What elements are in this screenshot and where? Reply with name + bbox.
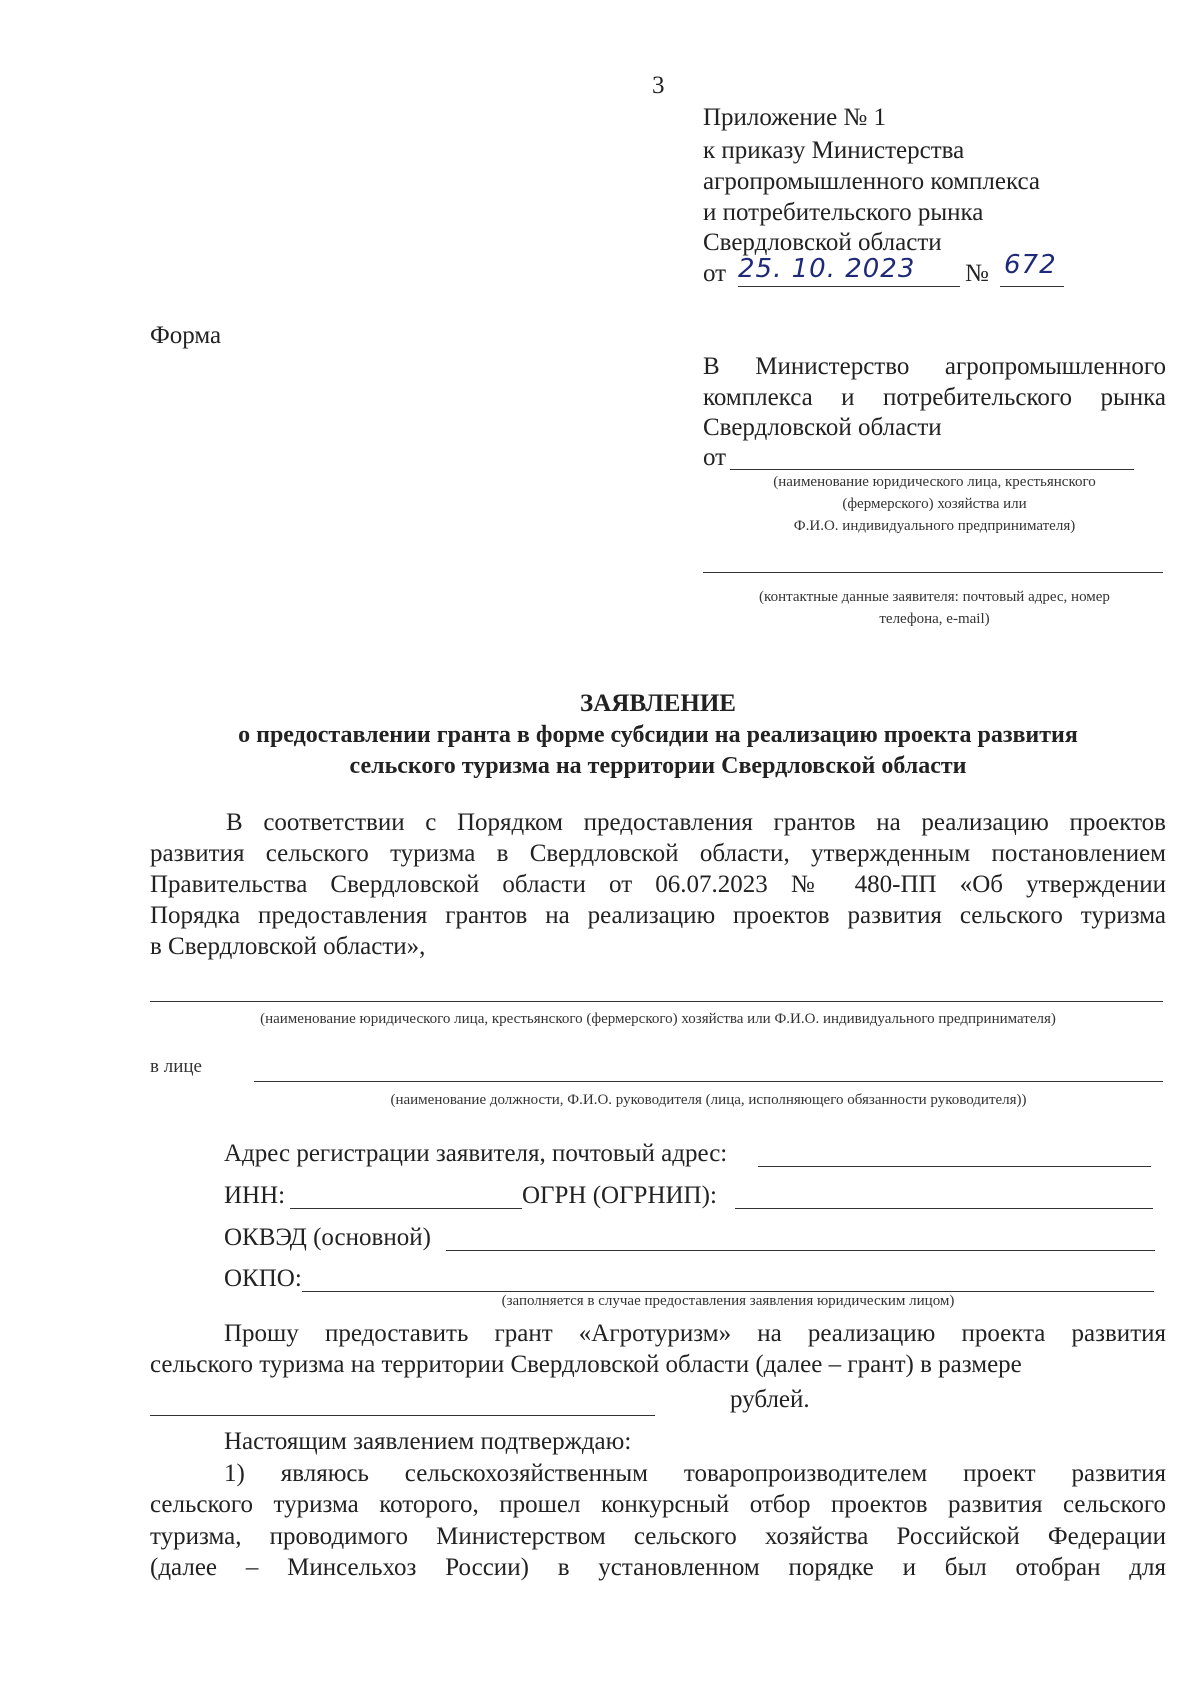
- annex-date-prefix: от: [703, 260, 727, 287]
- applicant-line: [150, 1001, 1163, 1002]
- addressee-from-line: [730, 469, 1134, 470]
- represented-by-line: [254, 1081, 1163, 1082]
- confirm-heading: Настоящим заявлением подтверждаю:: [224, 1428, 632, 1455]
- annex-date-line: [738, 286, 960, 287]
- ogrn-label: ОГРН (ОГРНИП):: [522, 1182, 717, 1209]
- request-line: сельского туризма на территории Свердловской области (далее – грант) в размере: [150, 1351, 1022, 1378]
- annex-line: Приложение № 1: [703, 104, 887, 131]
- okpo-hint: (заполняется в случае предоставления заявления юридическим лицом): [501, 1293, 955, 1309]
- addressee-line: В Министерство агропромышленного: [703, 353, 1166, 380]
- annex-line: и потребительского рынка: [703, 199, 984, 226]
- confirm-line: 1) являюсь сельскохозяйственным товаропроизводителем проект развития: [224, 1460, 1166, 1487]
- addressee-hint: (фермерского) хозяйства или: [842, 496, 1027, 512]
- addressee-line: комплекса и потребительского рынка: [703, 384, 1166, 411]
- confirm-line: (далее – Минсельхоз России) в установленном порядке и был отобран для: [150, 1554, 1166, 1581]
- document-subtitle: сельского туризма на территории Свердловской области: [349, 753, 967, 779]
- annex-line: агропромышленного комплекса: [703, 168, 1041, 195]
- okpo-field-line: [302, 1291, 1154, 1292]
- grant-amount-line: [150, 1415, 655, 1416]
- intro-line: В соответствии с Порядком предоставления грантов на реализацию проектов: [226, 809, 1166, 836]
- okved-field-line: [446, 1250, 1155, 1251]
- annex-date-handwritten: 25. 10. 2023: [738, 254, 916, 284]
- document-title: ЗАЯВЛЕНИЕ: [580, 690, 736, 717]
- addressee-hint: Ф.И.О. индивидуального предпринимателя): [793, 518, 1076, 534]
- confirm-line: сельского туризма которого, прошел конкурсный отбор проектов развития сельского: [150, 1491, 1166, 1518]
- confirm-line: туризма, проводимого Министерством сельского хозяйства Российской Федерации: [150, 1523, 1166, 1550]
- applicant-hint: (наименование юридического лица, крестьянского (фермерского) хозяйства или Ф.И.О. индивидуального предпринимателя): [260, 1011, 1056, 1027]
- addressee-hint: (наименование юридического лица, крестьянского: [773, 474, 1096, 490]
- addressee-from-prefix: от: [703, 444, 727, 471]
- represented-by-label: в лице: [150, 1056, 202, 1077]
- grant-currency: рублей.: [730, 1386, 810, 1413]
- contacts-hint: телефона, e-mail): [879, 611, 990, 627]
- intro-line: развития сельского туризма в Свердловской области, утвержденным постановлением: [150, 840, 1166, 867]
- intro-line: Правительства Свердловской области от 06.07.2023 № 480-ПП «Об утверждении: [150, 871, 1166, 898]
- annex-number-handwritten: 672: [1004, 250, 1057, 280]
- addressee-line: Свердловской области: [703, 414, 942, 441]
- okpo-label: ОКПО:: [224, 1265, 302, 1292]
- request-line: Прошу предоставить грант «Агротуризм» на реализацию проекта развития: [224, 1320, 1166, 1347]
- annex-number-prefix: №: [965, 260, 989, 287]
- annex-number-line: [1000, 286, 1064, 287]
- represented-by-hint: (наименование должности, Ф.И.О. руководителя (лица, исполняющего обязанности руководителя)): [390, 1092, 1027, 1108]
- intro-line: в Свердловской области»,: [150, 933, 426, 960]
- contacts-line: [703, 572, 1163, 573]
- inn-field-line: [290, 1208, 522, 1209]
- page-number: 3: [652, 72, 665, 99]
- okved-label: ОКВЭД (основной): [224, 1224, 431, 1251]
- contacts-hint: (контактные данные заявителя: почтовый адрес, номер: [759, 589, 1110, 605]
- form-label: Форма: [150, 322, 222, 349]
- intro-line: Порядка предоставления грантов на реализацию проектов развития сельского туризма: [150, 902, 1166, 929]
- annex-line: к приказу Министерства: [703, 137, 965, 164]
- document-subtitle: о предоставлении гранта в форме субсидии на реализацию проекта развития: [238, 722, 1078, 748]
- inn-label: ИНН:: [224, 1182, 286, 1209]
- address-label: Адрес регистрации заявителя, почтовый адрес:: [224, 1140, 728, 1167]
- annex-line: Свердловской области: [703, 229, 942, 256]
- ogrn-field-line: [735, 1208, 1153, 1209]
- address-field-line: [758, 1166, 1151, 1167]
